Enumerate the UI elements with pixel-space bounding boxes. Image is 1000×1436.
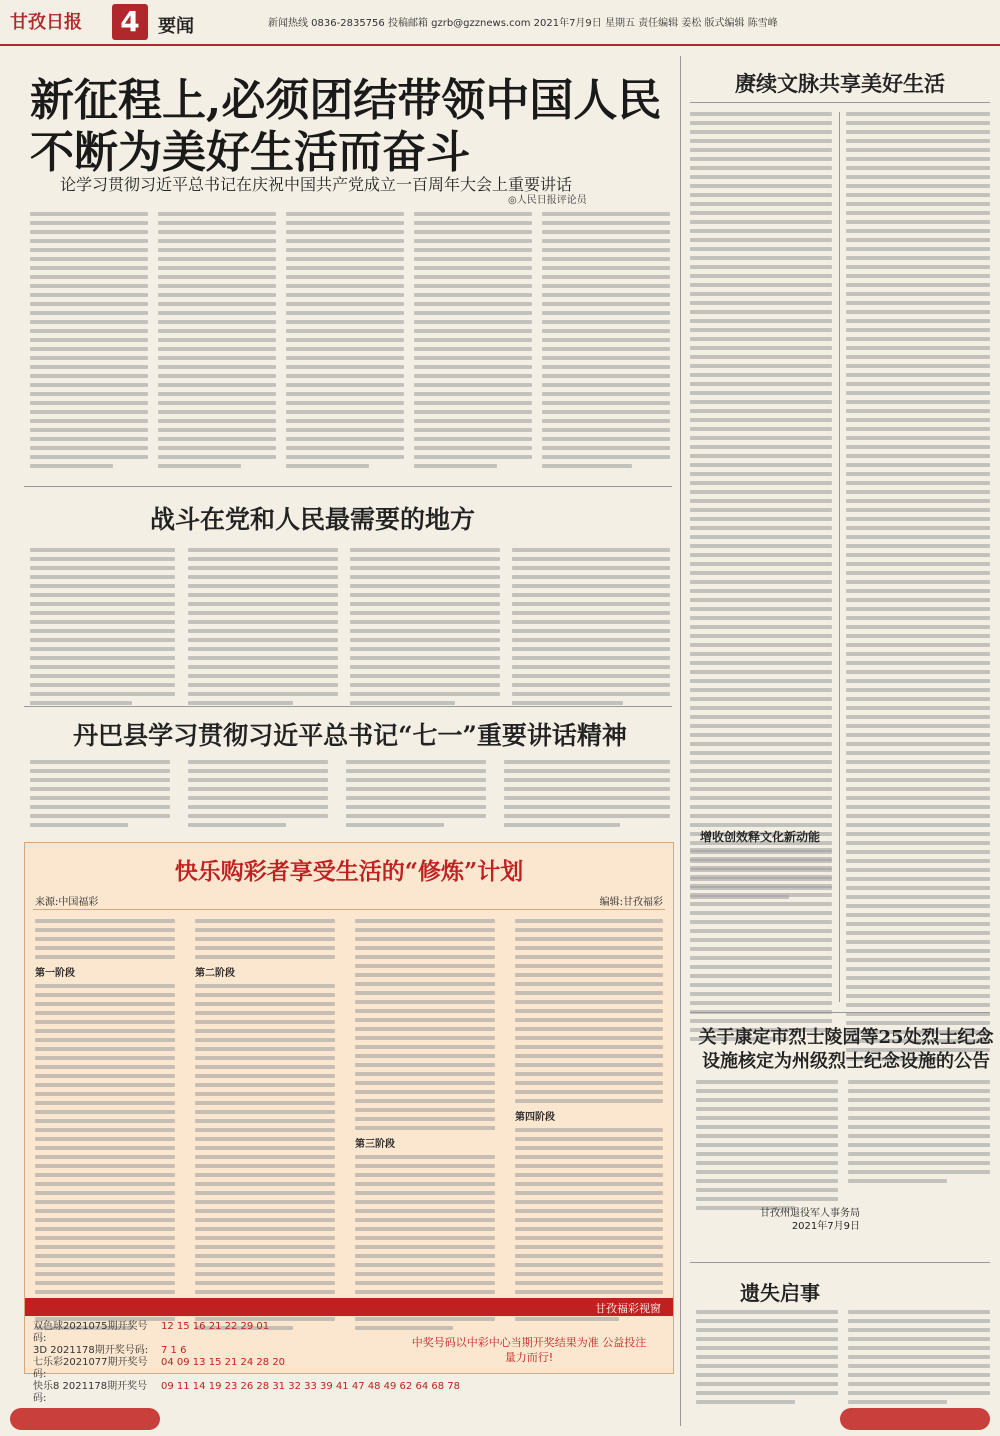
lost-column-1 (696, 1310, 838, 1404)
main-headline: 新征程上,必须团结带领中国人民不断为美好生活而奋斗 (30, 75, 662, 178)
section-divider-3 (690, 1012, 990, 1013)
draw-label: 七乐彩2021077期开奖号码: (33, 1357, 148, 1380)
heritage-column-1 (690, 112, 832, 899)
editorial-column-3 (286, 212, 404, 468)
draw-row (33, 1357, 460, 1381)
heritage-column-2 (846, 112, 990, 1061)
footer-decoration-left (10, 1408, 160, 1430)
byline: ◎人民日报评论员 (508, 195, 587, 206)
heritage-subheading: 增收创效释文化新动能 (700, 830, 821, 844)
sub-headline: 论学习贯彻习近平总书记在庆祝中国共产党成立一百周年大会上重要讲话 (60, 175, 573, 194)
page-header (0, 0, 1000, 46)
lottery-box (24, 842, 674, 1404)
memorial-date: 2021年7月9日 (791, 1221, 860, 1232)
draw-numbers: 12 15 16 21 22 29 01 (161, 1321, 270, 1332)
memorial-notice-title: 关于康定市烈士陵园等25处烈士纪念设施核定为州级烈士纪念设施的公告 (698, 1027, 994, 1072)
lottery-column-4 (515, 919, 663, 1321)
heritage-article-title: 赓续文脉共享美好生活 (735, 71, 945, 96)
lottery-part-3: 第三阶段 (355, 1139, 395, 1150)
page-number: 4 (112, 4, 148, 40)
lottery-part-1: 第一阶段 (35, 968, 75, 979)
fight-article-title: 战斗在党和人民最需要的地方 (150, 505, 476, 534)
section-divider (24, 486, 672, 487)
lottery-footer-bar (25, 1298, 673, 1316)
column-divider (680, 56, 681, 1426)
draw-numbers: 09 11 14 19 23 26 28 31 32 33 39 41 47 48 49 62 64 68 78 (161, 1381, 460, 1392)
danba-article-title: 丹巴县学习贯彻习近平总书记“七一”重要讲话精神 (73, 721, 627, 750)
section-name: 要闻 (158, 16, 194, 37)
fight-column-4 (512, 548, 670, 705)
lottery-editor: 编辑:甘孜福彩 (599, 897, 663, 908)
danba-column-1 (30, 760, 170, 827)
fight-column-3 (350, 548, 500, 705)
editorial-column-5 (542, 212, 670, 468)
footer-decoration-right (840, 1408, 990, 1430)
lottery-column-3 (355, 919, 495, 1330)
draw-row (33, 1345, 460, 1357)
title-underline (690, 102, 990, 103)
section-divider-4 (690, 1262, 990, 1263)
draw-label: 3D 2021178期开奖号码: (33, 1345, 149, 1356)
lottery-column-1 (35, 919, 175, 1330)
draw-label: 双色球2021075期开奖号码: (33, 1321, 148, 1344)
fight-column-2 (188, 548, 338, 705)
lottery-part-2: 第二阶段 (195, 968, 235, 979)
lottery-rule (33, 909, 665, 910)
memorial-signature (760, 1207, 860, 1233)
section-divider-2 (24, 706, 672, 707)
lost-notice-title: 遗失启事 (740, 1281, 820, 1305)
editorial-column-2 (158, 212, 276, 468)
draw-label: 快乐8 2021178期开奖号码: (33, 1381, 148, 1404)
lottery-footer-tag: 甘孜福彩视窗 (595, 1302, 661, 1315)
lottery-draw-results (33, 1321, 460, 1405)
danba-column-2 (188, 760, 328, 827)
draw-row (33, 1381, 460, 1405)
draw-numbers: 04 09 13 15 21 24 28 20 (161, 1357, 286, 1368)
lottery-notice: 中奖号码以中彩中心当期开奖结果为准 公益投注 量力而行! (411, 1336, 647, 1364)
fight-column-1 (30, 548, 175, 705)
newspaper-logo: 甘孜日报 (10, 12, 82, 33)
header-info: 新闻热线 0836-2835756 投稿邮箱 gzrb@gzznews.com 2021年7月9日 星期五 责任编辑 姜松 版式编辑 陈雪峰 (268, 18, 778, 29)
memorial-issuer: 甘孜州退役军人事务局 (760, 1208, 860, 1219)
lost-column-2 (848, 1310, 990, 1404)
memorial-column-2 (848, 1080, 990, 1183)
memorial-column-1 (696, 1080, 838, 1210)
editorial-column-4 (414, 212, 532, 468)
danba-column-4 (504, 760, 670, 827)
editorial-column-1 (30, 212, 148, 468)
lottery-title: 快乐购彩者享受生活的“修炼”计划 (174, 858, 524, 885)
danba-column-3 (346, 760, 486, 827)
draw-numbers: 7 1 6 (161, 1345, 187, 1356)
lottery-source: 来源:中国福彩 (35, 897, 99, 908)
heritage-divider (839, 112, 840, 1002)
lottery-part-4: 第四阶段 (515, 1112, 555, 1123)
draw-row (33, 1321, 460, 1345)
lottery-column-2 (195, 919, 335, 1330)
